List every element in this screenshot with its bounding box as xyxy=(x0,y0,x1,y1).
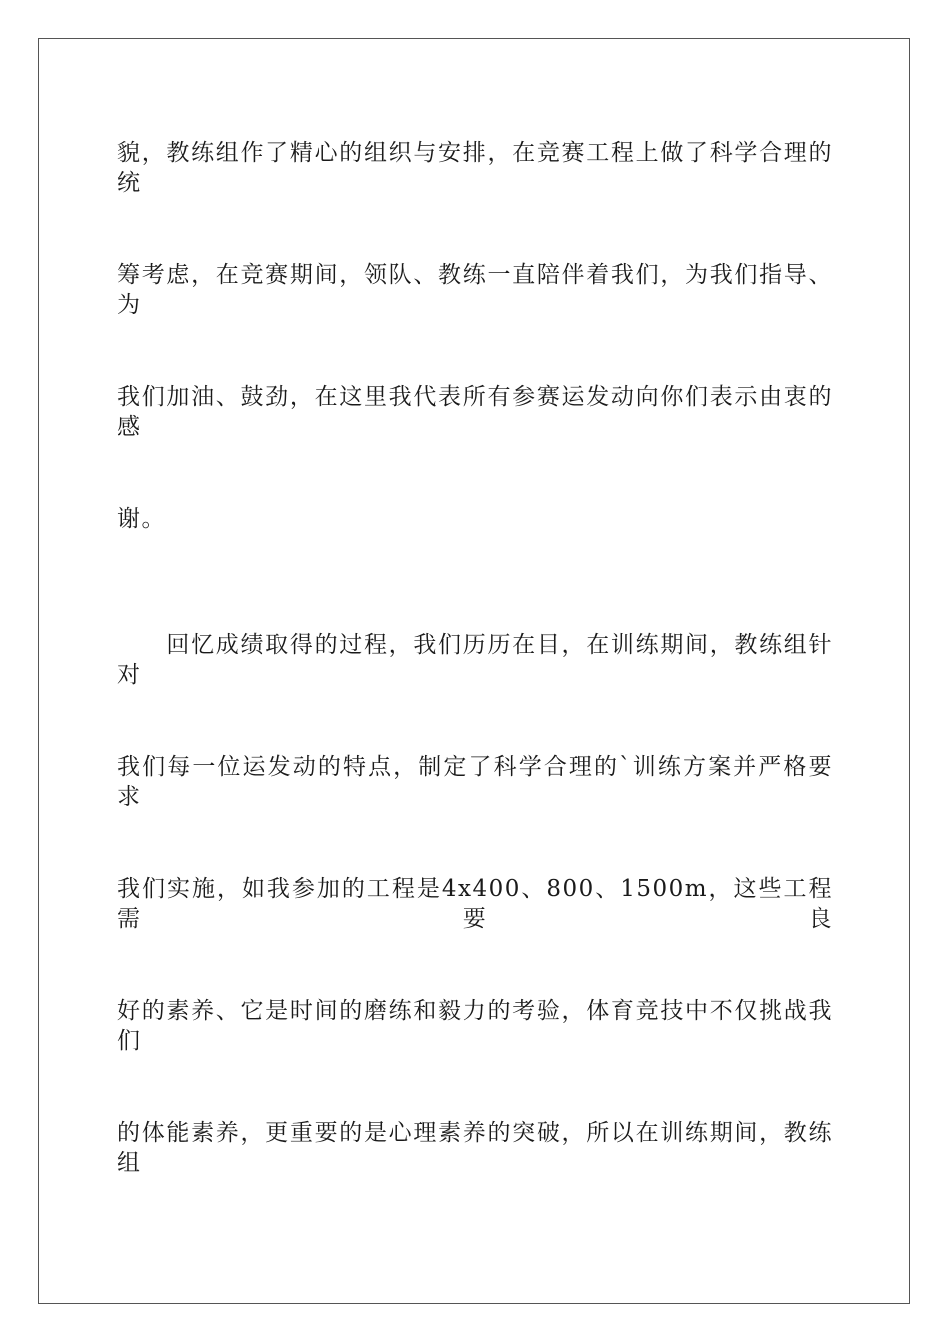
text-line: 貌，教练组作了精心的组织与安排，在竞赛工程上做了科学合理的统 xyxy=(117,140,833,196)
text-line: 我们加油、鼓劲，在这里我代表所有参赛运发动向你们表示由衷的感 xyxy=(117,384,833,440)
text-line: 好的素养、它是时间的磨练和毅力的考验，体育竞技中不仅挑战我们 xyxy=(117,998,833,1054)
text-line: 的体能素养，更重要的是心理素养的突破，所以在训练期间，教练组 xyxy=(117,1120,833,1176)
text-line: 我们每一位运发动的特点，制定了科学合理的`训练方案并严格要求 xyxy=(117,754,833,810)
text-line: 筹考虑，在竞赛期间，领队、教练一直陪伴着我们，为我们指导、为 xyxy=(117,262,833,318)
text-line: 谢。 xyxy=(117,506,166,532)
text-line: 我们实施，如我参加的工程是4x400、800、1500m，这些工程需要良 xyxy=(117,876,833,932)
text-line: 回忆成绩取得的过程，我们历历在目，在训练期间，教练组针对 xyxy=(117,632,833,688)
